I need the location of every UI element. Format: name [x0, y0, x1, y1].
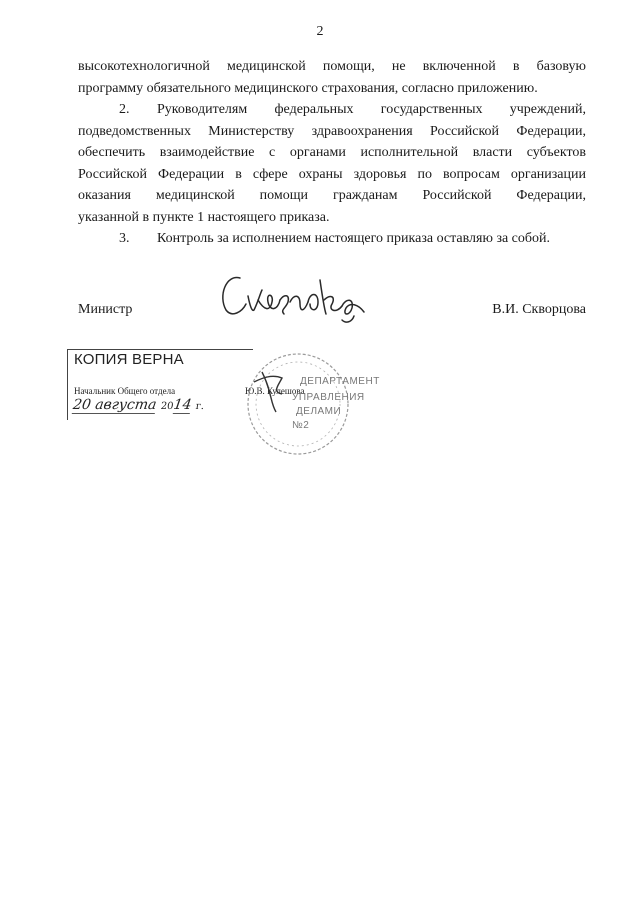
signatory-title: Министр [78, 302, 133, 317]
paragraph-line: Российской Федерации в сфере охраны здоровья по вопросам организации [78, 166, 586, 182]
paragraph-line [78, 228, 586, 250]
paragraph-line: обеспечить взаимодействие с органами исполнительной власти субъектов [78, 145, 586, 160]
date-day-month: 20 августа [71, 397, 158, 413]
stamp-date [72, 397, 206, 413]
page-number: 2 [316, 24, 324, 39]
stamp-person-name: Ю.В. Кулешова [245, 386, 305, 396]
paragraph-line: подведомственных Министерству здравоохранения Российской Федерации, [78, 123, 586, 139]
paragraph-text: Руководителям федеральных государственных учреждений, [157, 102, 586, 117]
date-year-suffix: 14 [172, 397, 193, 413]
paragraph-line: программу обязательного медицинского страхования, согласно приложению. [78, 80, 538, 96]
handwritten-signature [214, 266, 374, 326]
paragraph-text: Контроль за исполнением настоящего приказа оставляю за собой. [157, 231, 551, 246]
copy-certified-stamp [67, 349, 305, 420]
item-number: 2. [119, 102, 130, 117]
paragraph-line [78, 99, 586, 121]
seal-text-line: №2 [292, 420, 310, 431]
date-year-prefix: 20 [159, 401, 175, 412]
stamp-position: Начальник Общего отдела [74, 386, 176, 396]
paragraph-line: указанной в пункте 1 настоящего приказа. [78, 209, 330, 225]
document-body [78, 56, 586, 250]
date-suffix: г. [194, 401, 205, 412]
signatory-name: В.И. Скворцова [492, 302, 586, 317]
stamp-title: КОПИЯ ВЕРНА [74, 351, 184, 368]
seal-text-line: ДЕПАРТАМЕНТ [300, 376, 380, 387]
paragraph-line: оказания медицинской помощи гражданам Российской Федерации, [78, 188, 586, 203]
seal-text-line: УПРАВЛЕНИЯ [292, 392, 365, 403]
paragraph-line: высокотехнологичной медицинской помощи, не включенной в базовую [78, 59, 586, 74]
seal-text-line: ДЕЛАМИ [296, 406, 342, 417]
item-number: 3. [119, 231, 130, 246]
